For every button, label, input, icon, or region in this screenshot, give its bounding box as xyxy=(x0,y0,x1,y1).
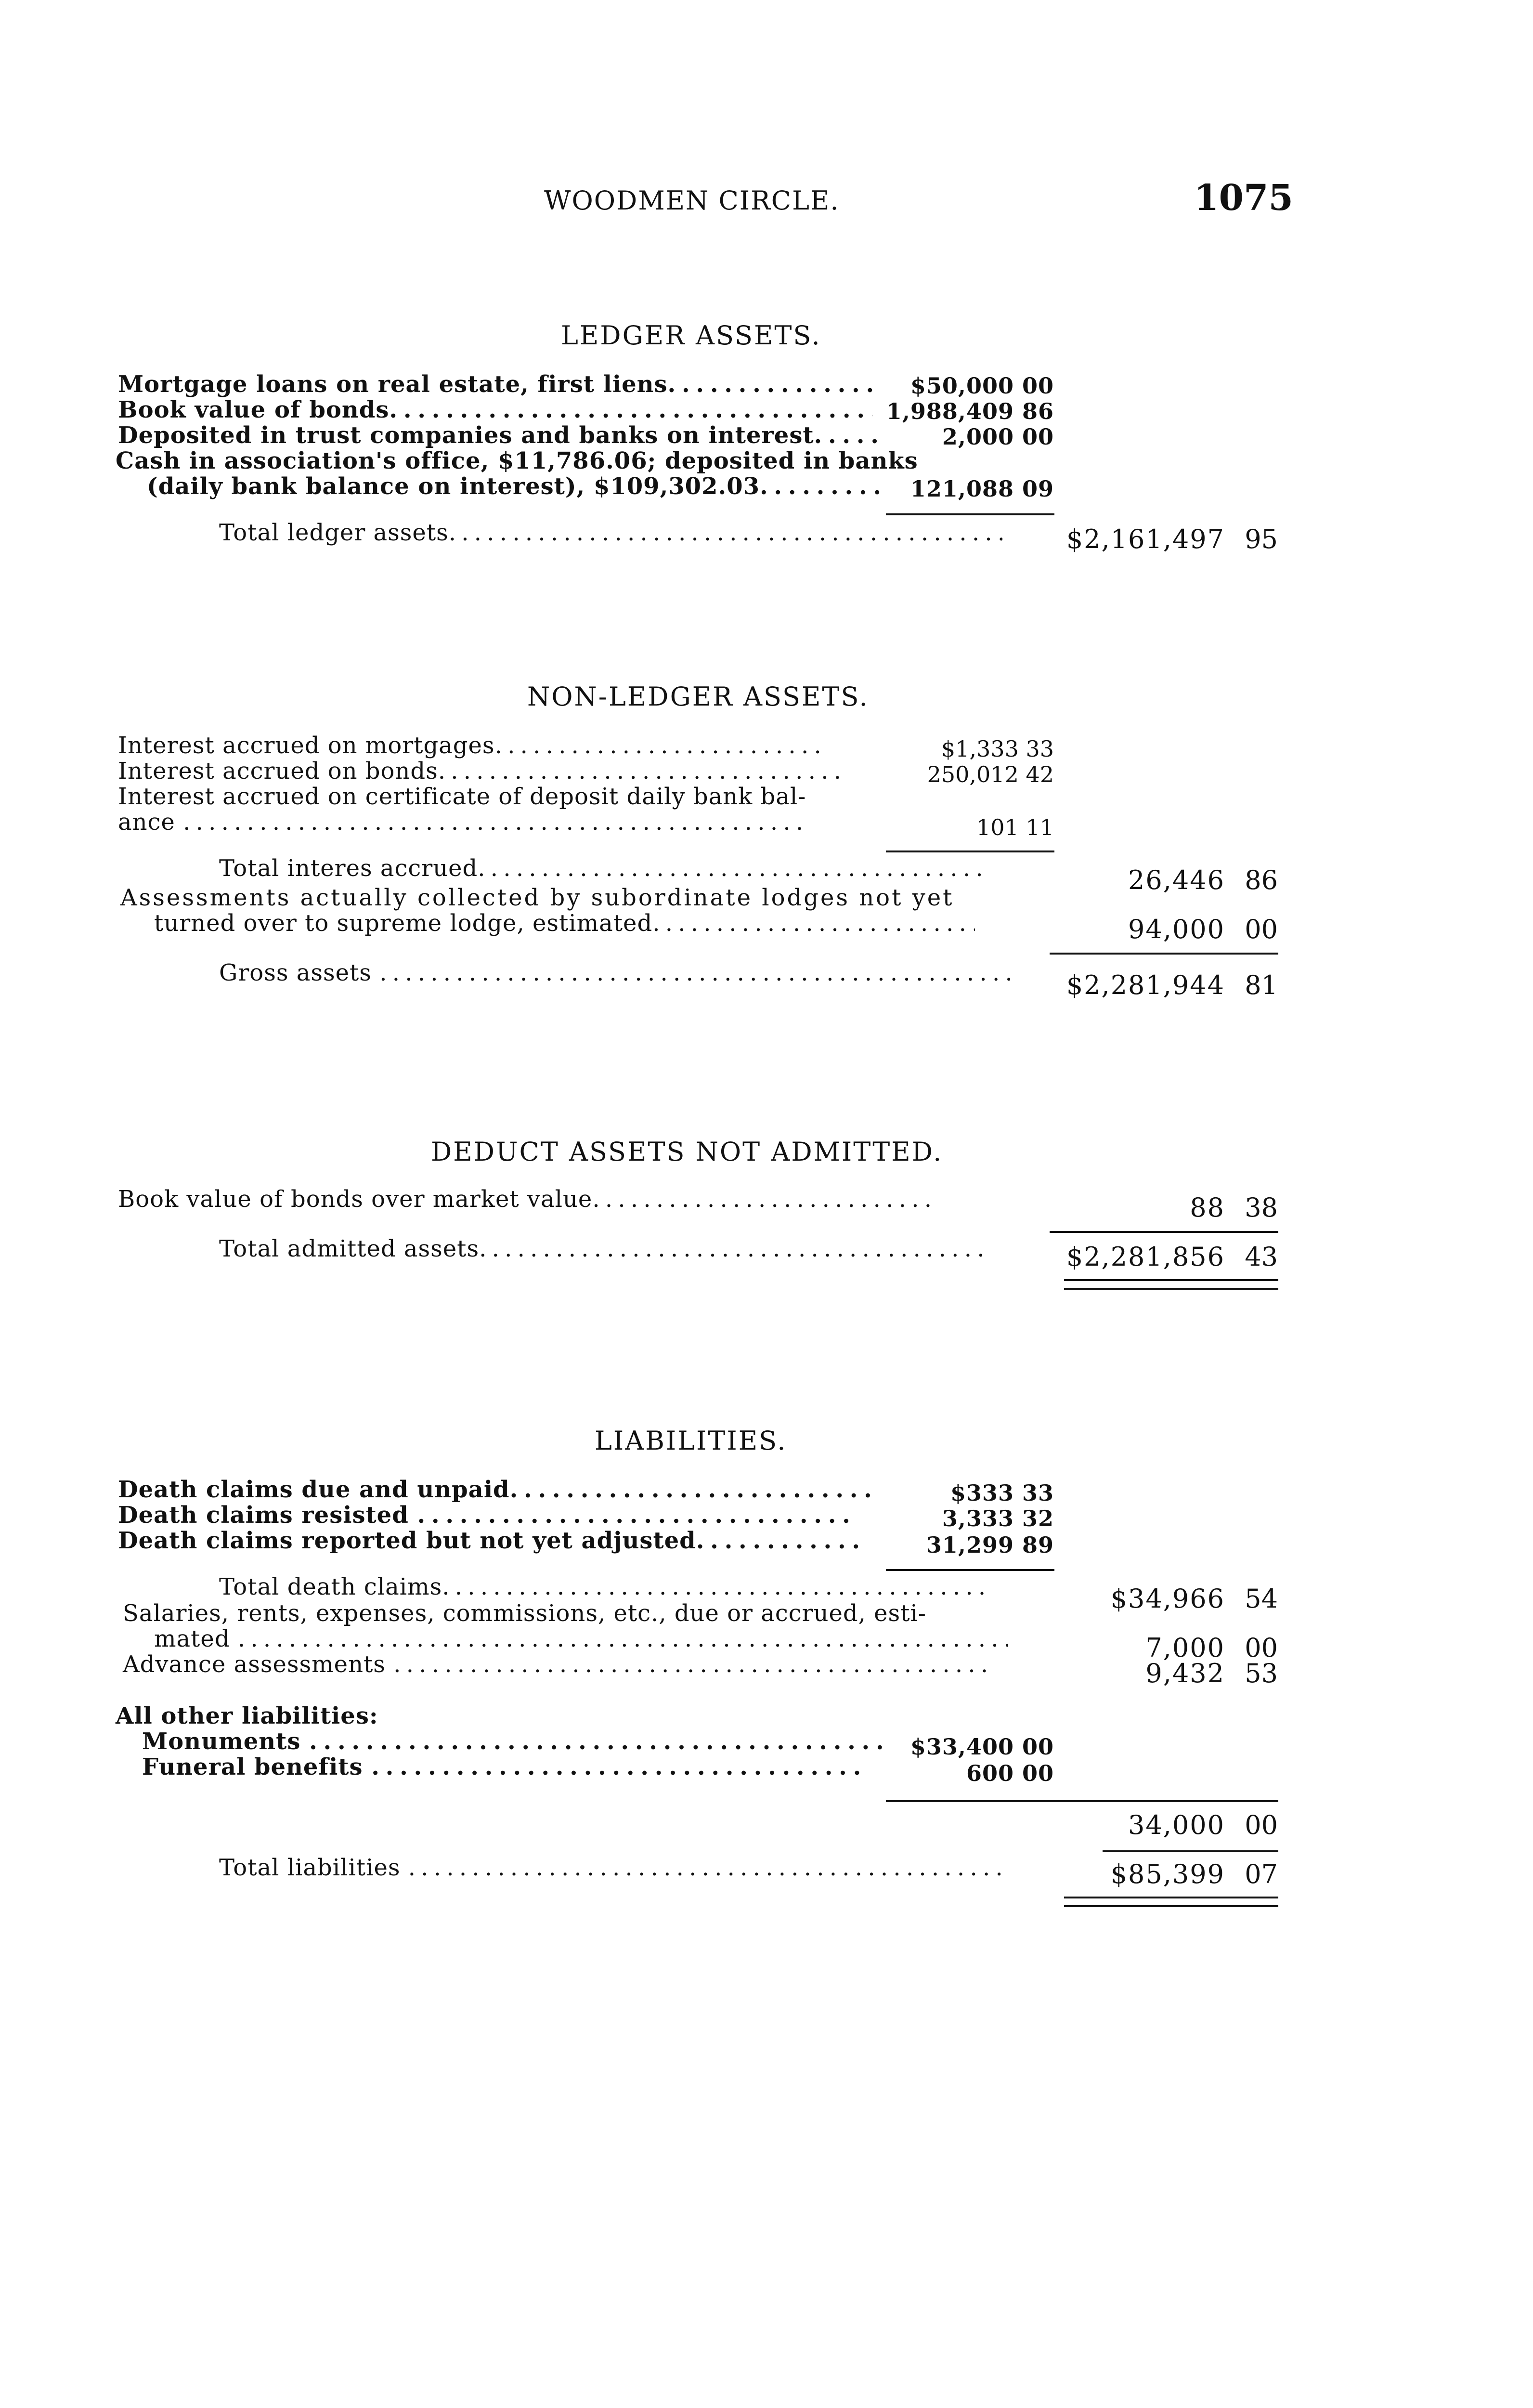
ledger-total-label: Total ledger assets. . . xyxy=(219,519,1002,546)
nonledger-assessments-dollars: 94,000 xyxy=(1128,914,1225,944)
deduct-item-label: Book value of bonds over market value. . . xyxy=(118,1186,939,1213)
liab-salaries-cents: 00 xyxy=(1245,1633,1278,1663)
ledger-item-trust: Deposited in trust companies and banks on interest. . . xyxy=(118,422,882,449)
nonledger-item-certificate-cont: ance . . . xyxy=(118,809,809,836)
nonledger-item-certificate: Interest accrued on certificate of deposit daily bank bal- xyxy=(118,783,806,810)
nonledger-gross-cents: 81 xyxy=(1245,970,1278,1000)
nonledger-total-interest-dollars: 26,446 xyxy=(1128,865,1225,895)
ledger-item-mortgage: Mortgage loans on real estate, first liens. . . xyxy=(118,371,880,398)
nonledger-assessments-label: Assessments actually collected by subordinate lodges not yet xyxy=(120,884,954,911)
liab-double-rule xyxy=(1064,1897,1278,1907)
liab-total-death-cents: 54 xyxy=(1245,1584,1278,1614)
deduct-total-dollars: $2,281,856 xyxy=(1066,1242,1225,1272)
ledger-item-cash: Cash in association's office, $11,786.06; deposited in banks xyxy=(116,447,918,474)
liab-salaries-label-cont: mated . . . xyxy=(154,1625,1008,1652)
running-header: WOODMEN CIRCLE. xyxy=(544,185,840,216)
liab-amount-reported: 31,299 89 xyxy=(926,1532,1054,1558)
nonledger-total-interest-label: Total interes accrued. . . xyxy=(219,855,983,882)
deduct-item-cents: 38 xyxy=(1245,1192,1278,1223)
liab-item-due: Death claims due and unpaid. . . xyxy=(118,1476,876,1503)
ledger-amount-cash: 121,088 09 xyxy=(910,476,1054,502)
liab-other-total-dollars: 34,000 xyxy=(1128,1810,1225,1840)
liab-other-heading: All other liabilities: xyxy=(116,1702,378,1729)
ledger-total-cents: 95 xyxy=(1245,524,1278,554)
liab-other-funeral-amount: 600 00 xyxy=(966,1760,1054,1786)
liab-other-monuments-amount: $33,400 00 xyxy=(910,1734,1054,1760)
liab-death-rule xyxy=(886,1569,1054,1571)
liab-other-total-cents: 00 xyxy=(1245,1810,1278,1840)
ledger-item-bonds: Book value of bonds. . . xyxy=(118,396,873,423)
ledger-amount-mortgage: $50,000 00 xyxy=(910,373,1054,399)
liab-total-death-dollars: $34,966 xyxy=(1110,1584,1225,1614)
liab-amount-resisted: 3,333 32 xyxy=(942,1505,1054,1531)
nonledger-total-interest-cents: 86 xyxy=(1245,865,1278,895)
ledger-subtotal-rule xyxy=(886,513,1054,515)
liab-other-total-rule xyxy=(1050,1800,1278,1802)
deduct-total-cents: 43 xyxy=(1245,1242,1278,1272)
liab-total-rule xyxy=(1103,1850,1278,1852)
nonledger-item-bonds: Interest accrued on bonds. . . xyxy=(118,758,847,785)
liab-other-rule xyxy=(886,1800,1054,1802)
nonledger-gross-dollars: $2,281,944 xyxy=(1066,970,1225,1000)
liab-other-funeral: Funeral benefits . . . xyxy=(142,1754,867,1780)
liab-advance-dollars: 9,432 xyxy=(1145,1658,1225,1688)
ledger-amount-trust: 2,000 00 xyxy=(942,424,1054,450)
deduct-double-rule xyxy=(1064,1279,1278,1290)
deduct-total-label: Total admitted assets. . . xyxy=(219,1235,985,1262)
liab-total-dollars: $85,399 xyxy=(1110,1859,1225,1889)
ledger-amount-bonds: 1,988,409 86 xyxy=(886,398,1054,424)
nonledger-amount-bonds: 250,012 42 xyxy=(927,761,1054,787)
liab-total-death-label: Total death claims. . . xyxy=(219,1573,991,1600)
nonledger-gross-label: Gross assets . . . xyxy=(219,959,1010,986)
nonledger-amount-certificate: 101 11 xyxy=(976,814,1054,840)
section-heading-ledger: LEDGER ASSETS. xyxy=(561,320,821,351)
liab-advance-cents: 53 xyxy=(1245,1658,1278,1688)
liab-advance-label: Advance assessments . . . xyxy=(123,1651,995,1678)
nonledger-gross-rule xyxy=(1050,953,1278,955)
ledger-item-cash-cont: (daily bank balance on interest), $109,302.03. . . xyxy=(147,473,880,500)
nonledger-assessments-cents: 00 xyxy=(1245,914,1278,944)
liab-item-reported: Death claims reported but not yet adjusted. . . xyxy=(118,1527,860,1554)
liab-salaries-dollars: 7,000 xyxy=(1145,1633,1225,1663)
ledger-total-dollars: $2,161,497 xyxy=(1066,524,1225,554)
page-number: 1075 xyxy=(1194,177,1293,219)
liab-salaries-label: Salaries, rents, expenses, commissions, etc., due or accrued, esti- xyxy=(123,1600,927,1627)
liab-amount-due: $333 33 xyxy=(950,1480,1054,1506)
nonledger-amount-mortgages: $1,333 33 xyxy=(941,736,1054,762)
section-heading-liabilities: LIABILITIES. xyxy=(595,1426,787,1456)
liab-total-label: Total liabilities . . . xyxy=(219,1854,1000,1881)
nonledger-assessments-label-cont: turned over to supreme lodge, estimated. . . xyxy=(154,910,975,937)
section-heading-deduct: DEDUCT ASSETS NOT ADMITTED. xyxy=(431,1137,943,1167)
liab-other-monuments: Monuments . . . xyxy=(142,1728,882,1755)
liab-total-cents: 07 xyxy=(1245,1859,1278,1889)
liab-item-resisted: Death claims resisted . . . xyxy=(118,1502,850,1529)
section-heading-nonledger: NON-LEDGER ASSETS. xyxy=(527,681,869,712)
nonledger-subtotal-rule xyxy=(886,851,1054,852)
deduct-rule xyxy=(1050,1231,1278,1233)
nonledger-item-mortgages: Interest accrued on mortgages. . . xyxy=(118,732,827,759)
deduct-item-dollars: 88 xyxy=(1190,1192,1225,1223)
